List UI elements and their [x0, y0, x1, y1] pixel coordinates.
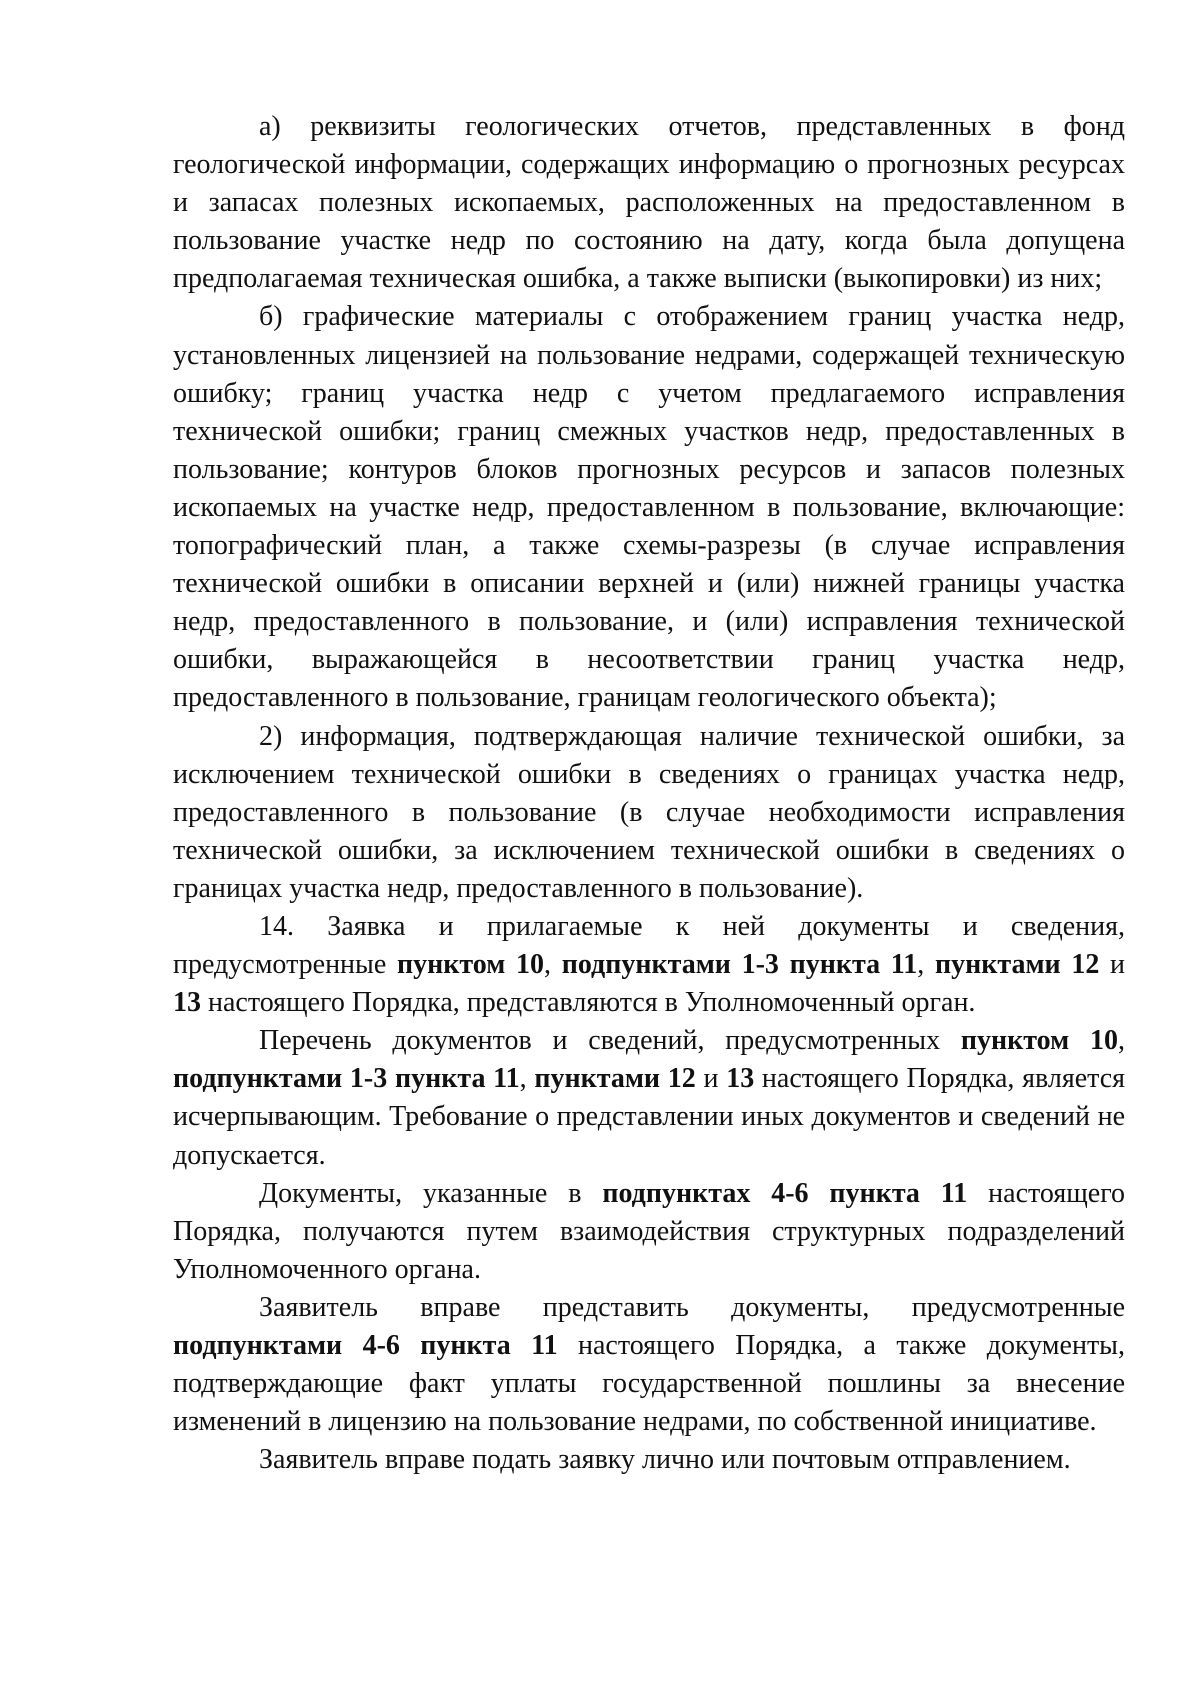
text-run: 14. Заявка и прилагаемые к ней документы и сведения, предусмотренные — [173, 910, 1125, 981]
text-run: настоящего Порядка, является исчерпывающим. Требование о представлении иных документов и сведений не допускается. — [173, 1063, 1126, 1171]
bold-reference: пунктами 12 — [534, 1063, 696, 1095]
bold-reference: пунктом 10 — [396, 949, 544, 981]
text-run: Документы, указанные в — [259, 1177, 603, 1209]
bold-reference: подпунктами 1-3 пункта 11 — [173, 1063, 520, 1095]
text-run: Перечень документов и сведений, предусмотренных — [259, 1025, 961, 1057]
text-run: , — [544, 949, 562, 981]
document-page — [173, 108, 1125, 1479]
paragraph-submission-method — [173, 1441, 1125, 1479]
text-run: настоящего Порядка, а также документы, подтверждающие факт уплаты государственной пошлины за внесение изменений в лицензию на пользование недрами, по собственной инициативе. — [173, 1330, 1125, 1438]
bold-reference: 13 — [173, 987, 201, 1019]
paragraph-b-graphic-materials — [173, 298, 1125, 717]
bold-reference: пунктом 10 — [960, 1025, 1118, 1057]
text-run: Заявитель вправе представить документы, предусмотренные — [259, 1291, 1125, 1323]
paragraph-exhaustive-list — [173, 1022, 1125, 1174]
text-run: настоящего Порядка, получаются путем взаимодействия структурных подразделений Уполномоченного органа. — [173, 1177, 1125, 1285]
paragraph-2-error-information — [173, 718, 1125, 908]
text-run: и — [695, 1063, 727, 1095]
bold-reference: подпунктами 4-6 пункта 11 — [173, 1330, 558, 1361]
text-run: настоящего Порядка, представляются в Уполномоченный орган. — [201, 987, 976, 1019]
text-run: , — [917, 949, 935, 981]
paragraph-interagency-documents — [173, 1175, 1125, 1289]
paragraph-14-application-submission — [173, 908, 1125, 1022]
bold-reference: пунктами 12 — [934, 949, 1100, 981]
text-run: б) графические материалы с отображением границ участка недр, установленных лицензией на пользование недрами, содержащей техническую ошибку; границ участка недр с учетом предлагаемого исправления технической ошибки; границ смежных участков недр, предоставленных в пользование; контуров блоков прогнозных ресурсов и запасов полезных ископаемых на участке недр, предоставленном в пользование, включающие: топографический план, а также схемы-разрезы (в случае исправления технической ошибки в описании верхней и (или) нижней границы участка недр, предоставленного в пользование, и (или) исправления технической ошибки, выражающейся в несоответствии границ участка недр, предоставленного в пользование, границам геологического объекта); — [173, 301, 1125, 714]
text-run: , — [519, 1063, 535, 1095]
text-run: Заявитель вправе подать заявку лично или почтовым отправлением. — [259, 1444, 1071, 1476]
text-run: и — [1099, 949, 1126, 981]
bold-reference: подпунктами 1-3 пункта 11 — [561, 949, 918, 981]
text-run: 2) информация, подтверждающая наличие технической ошибки, за исключением технической ошибки в сведениях о границах участка недр, предоставленного в пользование (в случае необходимости исправления технической ошибки, за исключением технической ошибки в сведениях о границах участка недр, предоставленного в пользование). — [173, 720, 1125, 904]
text-run: , — [1118, 1025, 1125, 1057]
paragraph-a-geological-reports — [173, 108, 1125, 298]
paragraph-applicant-initiative — [173, 1289, 1125, 1441]
text-run: а) реквизиты геологических отчетов, представленных в фонд геологической информации, содержащих информацию о прогнозных ресурсах и запасах полезных ископаемых, расположенных на предоставленном в пользование участке недр по состоянию на дату, когда была допущена предполагаемая техническая ошибка, а также выписки (выкопировки) из них; — [173, 111, 1125, 295]
bold-reference: 13 — [726, 1063, 755, 1095]
bold-reference: подпунктах 4-6 пункта 11 — [602, 1177, 968, 1209]
